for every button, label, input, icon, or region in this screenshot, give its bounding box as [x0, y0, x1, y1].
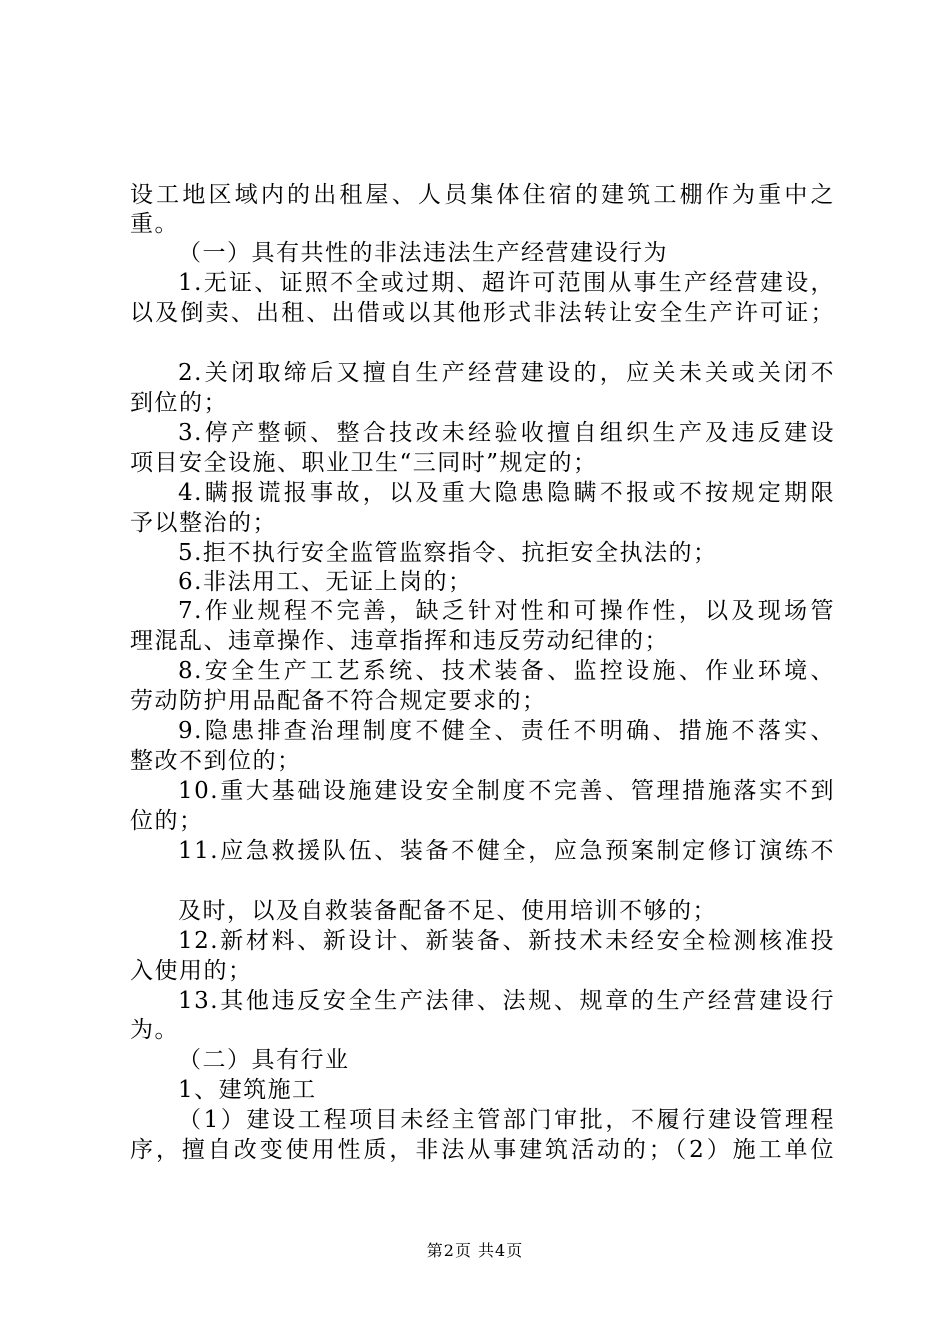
- page-footer: 第2页 共4页: [426, 1241, 524, 1260]
- text-line: 入使用的；: [130, 958, 253, 984]
- text-line: 序，擅自改变使用性质，非法从事建筑活动的；（2）施工单位: [130, 1137, 835, 1163]
- text-line: 9.隐患排查治理制度不健全、责任不明确、措施不落实、: [178, 718, 835, 744]
- text-line: 为。: [130, 1017, 179, 1043]
- text-line: 项目安全设施、职业卫生“三同时”规定的；: [130, 450, 598, 476]
- text-line: 11.应急救援队伍、装备不健全，应急预案制定修订演练不: [178, 838, 835, 864]
- section-heading: （二）具有行业: [178, 1047, 350, 1073]
- text-line: 及时，以及自救装备配备不足、使用培训不够的；: [178, 898, 717, 924]
- text-line: 8.安全生产工艺系统、技术装备、监控设施、作业环境、: [178, 658, 835, 684]
- text-line: 以及倒卖、出租、出借或以其他形式非法转让安全生产许可证；: [130, 300, 835, 326]
- text-line: 6.非法用工、无证上岗的；: [178, 569, 473, 595]
- text-line: 4.瞒报谎报事故，以及重大隐患隐瞒不报或不按规定期限: [178, 480, 835, 506]
- text-line: 7.作业规程不完善，缺乏针对性和可操作性，以及现场管: [178, 598, 835, 624]
- subsection-heading: 1、建筑施工: [178, 1077, 317, 1103]
- text-line: 5.拒不执行安全监管监察指令、抗拒安全执法的；: [178, 540, 718, 566]
- text-line: 13.其他违反安全生产法律、法规、规章的生产经营建设行: [178, 988, 835, 1014]
- section-heading: （一）具有共性的非法违法生产经营建设行为: [178, 240, 668, 266]
- text-line: 10.重大基础设施建设安全制度不完善、管理措施落实不到: [178, 778, 835, 804]
- text-line: 设工地区域内的出租屋、人员集体住宿的建筑工棚作为重中之: [130, 182, 835, 208]
- text-line: 予以整治的；: [130, 510, 277, 536]
- text-line: 到位的；: [130, 390, 228, 416]
- text-line: 3.停产整顿、整合技改未经验收擅自组织生产及违反建设: [178, 420, 835, 446]
- text-line: 整改不到位的；: [130, 748, 302, 774]
- text-line: （1）建设工程项目未经主管部门审批，不履行建设管理程: [178, 1107, 835, 1133]
- text-line: 位的；: [130, 808, 204, 834]
- text-line: 重。: [130, 211, 179, 237]
- text-line: 劳动防护用品配备不符合规定要求的；: [130, 688, 547, 714]
- text-line: 12.新材料、新设计、新装备、新技术未经安全检测核准投: [178, 928, 835, 954]
- text-line: 理混乱、违章操作、违章指挥和违反劳动纪律的；: [130, 628, 669, 654]
- text-line: 1.无证、证照不全或过期、超许可范围从事生产经营建设，: [178, 270, 835, 296]
- text-line: 2.关闭取缔后又擅自生产经营建设的，应关未关或关闭不: [178, 360, 835, 386]
